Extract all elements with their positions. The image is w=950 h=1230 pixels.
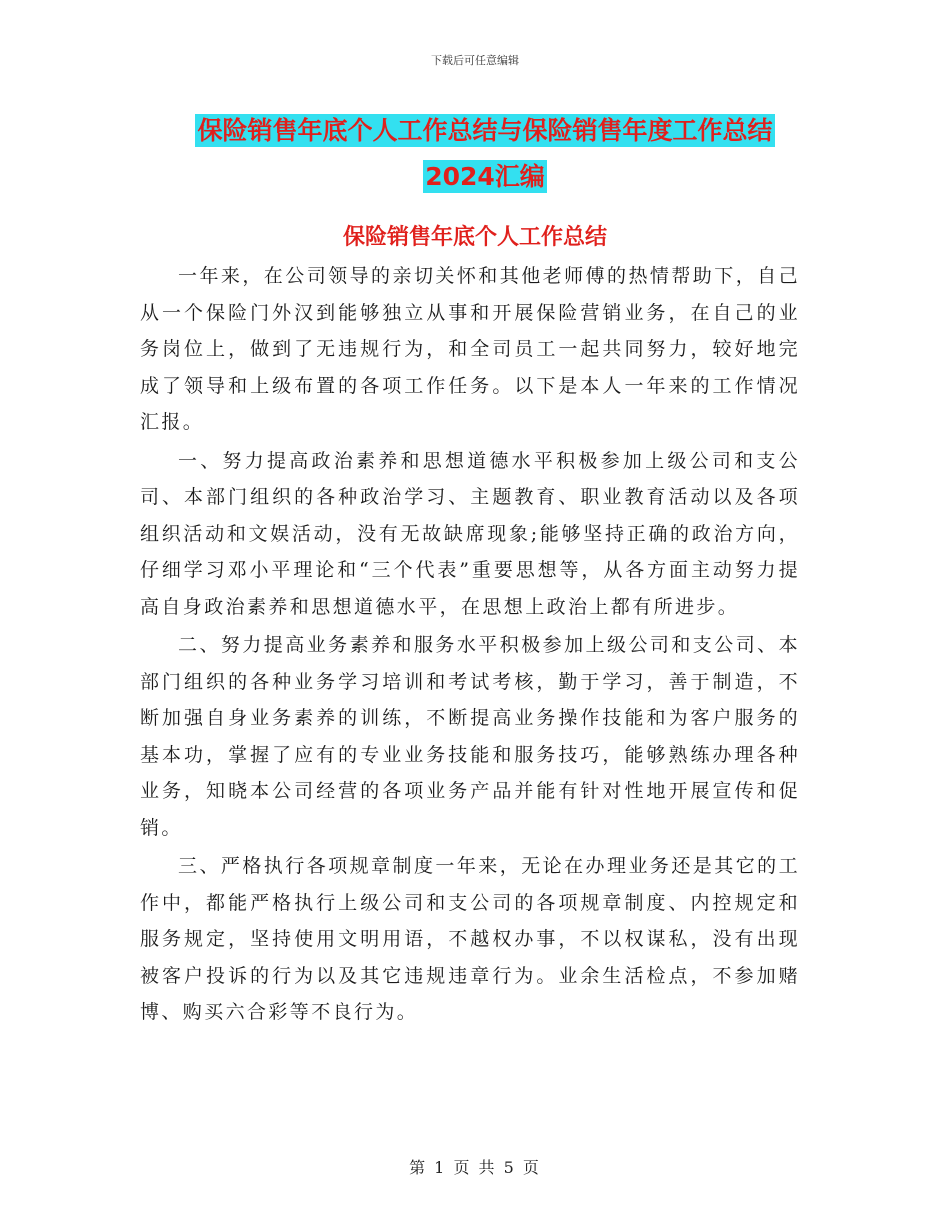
title-line-2: 2024汇编	[425, 162, 545, 191]
paragraph-politics: 一、努力提高政治素养和思想道德水平积极参加上级公司和支公司、本部门组织的各种政治学习、主题教育、职业教育活动以及各项组织活动和文娱活动，没有无故缺席现象;能够坚持正确的政治方向，仔细学习邓小平理论和“三个代表”重要思想等，从各方面主动努力提高自身政治素养和思想道德水平，在思想上政治上都有所进步。	[140, 449, 800, 618]
document-title	[140, 108, 830, 200]
paragraph-rules: 三、严格执行各项规章制度一年来，无论在办理业务还是其它的工作中，都能严格执行上级公司和支公司的各项规章制度、内控规定和服务规定，坚持使用文明用语，不越权办事，不以权谋私，没有出现被客户投诉的行为以及其它违规违章行为。业余生活检点，不参加赌博、购买六合彩等不良行为。	[140, 855, 800, 1023]
page-footer: 第 1 页 共 5 页	[409, 1158, 541, 1177]
section-heading: 保险销售年底个人工作总结	[342, 225, 607, 250]
header-note: 下载后可任意编辑	[431, 54, 519, 67]
title-line-1: 保险销售年底个人工作总结与保险销售年度工作总结	[197, 116, 773, 145]
paragraph-business: 二、努力提高业务素养和服务水平积极参加上级公司和支公司、本部门组织的各种业务学习培训和考试考核，勤于学习，善于制造，不断加强自身业务素养的训练，不断提高业务操作技能和为客户服务的基本功，掌握了应有的专业业务技能和服务技巧，能够熟练办理各种业务，知晓本公司经营的各项业务产品并能有针对性地开展宣传和促销。	[140, 634, 800, 839]
body-text	[140, 258, 800, 1033]
paragraph-intro: 一年来，在公司领导的亲切关怀和其他老师傅的热情帮助下，自己从一个保险门外汉到能够独立从事和开展保险营销业务，在自己的业务岗位上，做到了无违规行为，和全司员工一起共同努力，较好地完成了领导和上级布置的各项工作任务。以下是本人一年来的工作情况汇报。	[140, 265, 800, 433]
